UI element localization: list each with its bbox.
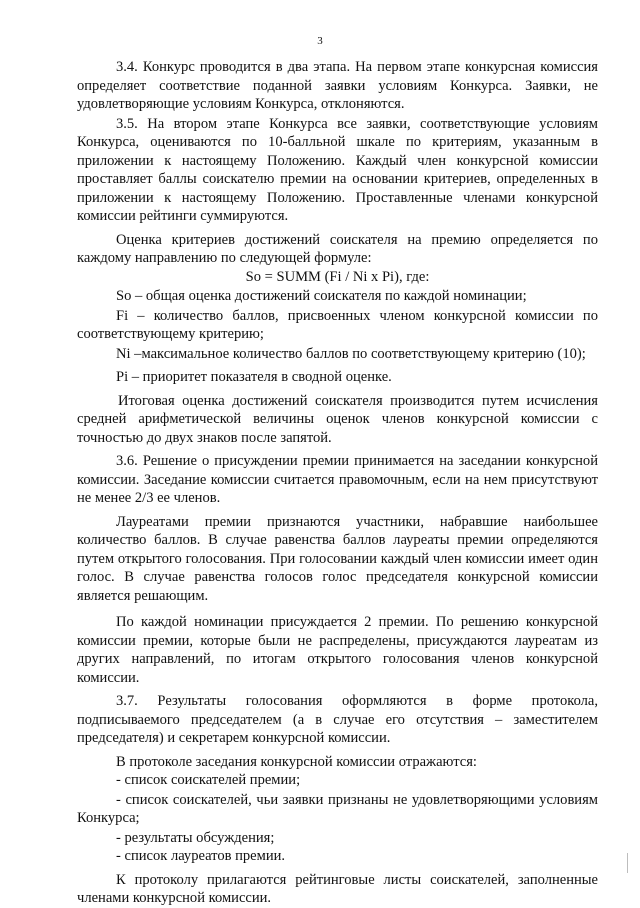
paragraph-final-assessment: Итоговая оценка достижений соискателя производится путем исчисления средней арифметической величины оценок членов конкурсной комиссии с точностью до двух знаков после запятой. — [77, 392, 598, 446]
definition-pi: Pi – приоритет показателя в сводной оценке. — [116, 369, 392, 385]
list-item: - список соискателей премии; — [116, 772, 301, 788]
paragraph-criteria-assessment: Оценка критериев достижений соискателя на премию определяется по каждому направлению по следующей формуле: — [77, 231, 598, 266]
paragraph-3-5: 3.5. На втором этапе Конкурса все заявки, соответствующие условиям Конкурса, оцениваются по 10-балльной шкале по критериям, указанным в приложении к настоящему Положению. Каждый член конкурсной комиссии проставляет баллы соискателю премии на основании критериев, определенных в приложении к настоящему Положению. Проставленные членами конкурсной комиссии рейтинги суммируются. — [77, 115, 598, 224]
paragraph-3-4: 3.4. Конкурс проводится в два этапа. На первом этапе конкурсная комиссия определяет соответствие поданной заявки условиям Конкурса. Заявки, не удовлетворяющие условиям Конкурса, отклоняются. — [77, 59, 598, 112]
page-number: 3 — [317, 35, 323, 47]
paragraph-rating-sheets: К протоколу прилагаются рейтинговые листы соискателей, заполненные членами конкурсной комиссии. — [77, 871, 598, 906]
definition-fi: Fi – количество баллов, присвоенных членом конкурсной комиссии по соответствующему критерию; — [77, 307, 598, 342]
document-body — [77, 58, 598, 908]
paragraph-3-7: 3.7. Результаты голосования оформляются в форме протокола, подписываемого председателем (а в случае его отсутствия – заместителем председателя) и секретарем конкурсной комиссии. — [77, 693, 598, 746]
paragraph-protocol-intro: В протоколе заседания конкурсной комиссии отражаются: — [116, 753, 477, 770]
list-item: - результаты обсуждения; — [116, 829, 275, 846]
list-item: - список соискателей, чьи заявки признаны не удовлетворяющими условиям Конкурса; — [77, 791, 598, 826]
formula: So = SUMM (Fi / Ni x Pi), где: — [245, 268, 430, 285]
paragraph-laureates: Лауреатами премии признаются участники, набравшие наибольшее количество баллов. В случае равенства баллов лауреаты премии определяются путем открытого голосования. При голосовании каждый член комиссии имеет один голос. В случае равенства голосов голос председателя конкурсной комиссии является решающим. — [77, 513, 598, 604]
scan-edge-mark — [627, 853, 628, 873]
definition-so: So – общая оценка достижений соискателя по каждой номинации; — [116, 288, 527, 304]
definition-ni: Ni –максимальное количество баллов по соответствующему критерию (10); — [116, 345, 586, 362]
paragraph-3-6: 3.6. Решение о присуждении премии принимается на заседании конкурсной комиссии. Заседание комиссии считается правомочным, если на нем присутствуют не менее 2/3 ее членов. — [77, 453, 598, 506]
paragraph-nominations: По каждой номинации присуждается 2 премии. По решению конкурсной комиссии премии, которые были не распределены, присуждаются лауреатам из других направлений, по итогам открытого голосования членов конкурсной комиссии. — [77, 614, 598, 686]
list-item: - список лауреатов премии. — [116, 848, 286, 864]
